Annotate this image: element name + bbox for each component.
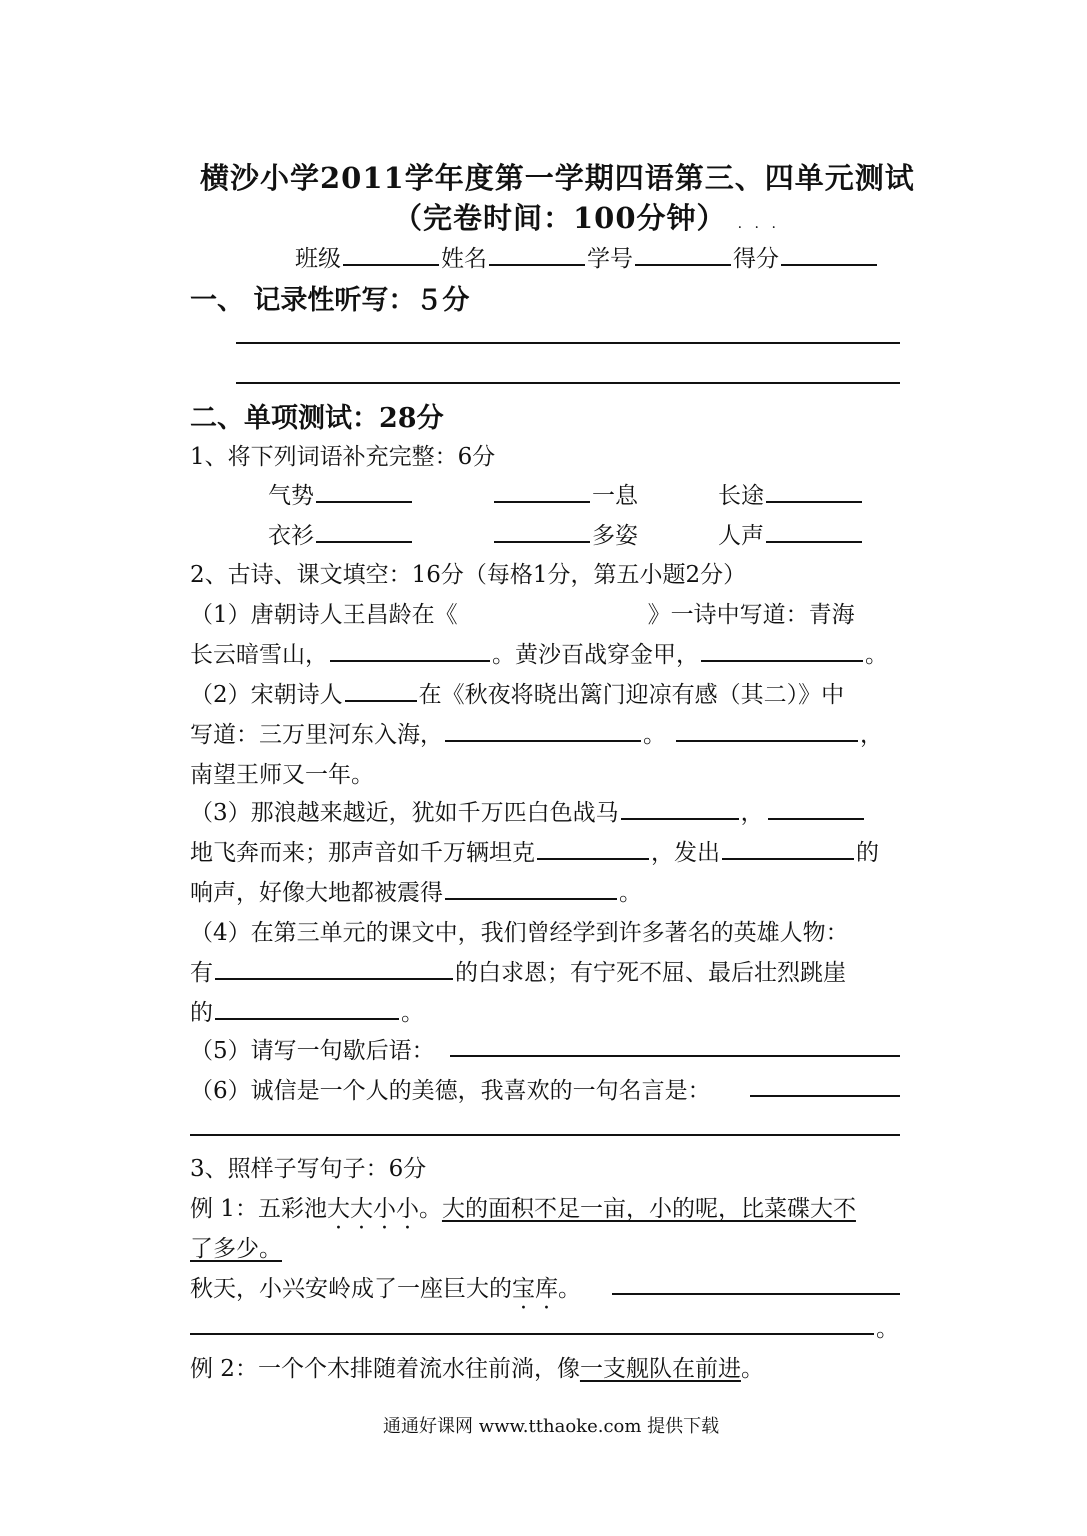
q2-blank[interactable] (621, 794, 739, 820)
q2-text: 响声，好像大地都被震得 (190, 880, 443, 906)
q3-example1 (190, 1190, 856, 1223)
q2-blank[interactable] (445, 716, 641, 742)
field-score-label: 得分 (733, 246, 779, 272)
q3-sentence1 (190, 1270, 581, 1303)
page-footer: 通通好课网 www.tthaoke.com 提供下载 (383, 1416, 720, 1437)
motto-blank[interactable] (750, 1095, 900, 1097)
q2-text: 长云暗雪山， (190, 642, 328, 668)
q1-word: 一息 (592, 483, 638, 509)
q2-text: 在《秋夜将晓出篱门迎凉有感（其二）》中 (418, 682, 845, 708)
field-name-label: 姓名 (441, 246, 487, 272)
dotted-char: 大 (326, 1196, 350, 1222)
q2-p3-line3 (190, 874, 642, 907)
q2-text: 写道：三万里河东入海， (190, 722, 443, 748)
q2-p4-line2 (190, 954, 846, 987)
section1-title: 一、 记录性听写：５分 (190, 285, 470, 316)
q1-word: 衣衫 (268, 523, 314, 549)
q2-blank[interactable] (330, 636, 490, 662)
underlined-phrase: 了多少。 (190, 1236, 282, 1262)
q3-text: 。 (740, 1356, 764, 1382)
q2-blank[interactable] (215, 954, 453, 980)
field-id-label: 学号 (587, 246, 633, 272)
q2-p6: （6）诚信是一个人的美德，我喜欢的一句名言是： (190, 1078, 711, 1104)
q3-text: 例 2：一个个木排随着流水往前淌，像 (190, 1356, 580, 1382)
field-score-blank[interactable] (781, 240, 877, 266)
subtitle-text: （完卷时间：100分钟） (393, 201, 727, 235)
exam-subtitle (393, 196, 780, 237)
q1-title: 1、将下列词语补充完整：6分 (190, 444, 496, 470)
q2-blank[interactable] (345, 676, 417, 702)
q2-text: ， (860, 722, 883, 748)
q2-text: （2）宋朝诗人 (190, 682, 343, 708)
q2-blank[interactable] (445, 874, 617, 900)
q2-p3-line1 (190, 794, 866, 827)
q1-blank[interactable] (316, 517, 412, 543)
q1-word: 人声 (718, 523, 764, 549)
q2-blank[interactable] (768, 794, 864, 820)
q2-text: 。 (643, 722, 666, 748)
q1-item-yixi (492, 477, 638, 510)
q2-p4-line3 (190, 994, 424, 1027)
dotted-char: 小 (395, 1196, 419, 1222)
q2-text: 。黄沙百战穿金甲， (492, 642, 699, 668)
q1-blank[interactable] (766, 477, 862, 503)
student-info-row (295, 240, 879, 273)
q2-p3-line2 (190, 834, 879, 867)
field-name-blank[interactable] (489, 240, 585, 266)
dotted-char: 库 (535, 1276, 558, 1302)
q3-text: 例 1：五彩池 (190, 1196, 327, 1222)
exam-title: 横沙小学2011学年度第一学期四语第三、四单元测试 (200, 161, 915, 195)
q3-example1-cont (190, 1230, 296, 1263)
q1-item-duozi (492, 517, 638, 550)
q1-blank[interactable] (494, 517, 590, 543)
q3-text: 秋天，小兴安岭成了一座巨大的 (190, 1276, 512, 1302)
dotted-char: 宝 (512, 1276, 535, 1302)
q3-text: 。 (558, 1276, 581, 1302)
q3-answer-blank[interactable] (612, 1293, 900, 1295)
q3-example2 (190, 1350, 764, 1383)
q2-blank[interactable] (676, 716, 858, 742)
q2-title: 2、古诗、课文填空：16分（每格1分，第五小题2分） (190, 562, 747, 588)
q2-blank[interactable] (215, 994, 399, 1020)
q2-blank[interactable] (722, 834, 854, 860)
q3-answer-end: 。 (876, 1316, 899, 1342)
q2-p1-line2 (190, 636, 888, 669)
q1-item-changtu (718, 477, 864, 510)
field-id-blank[interactable] (635, 240, 731, 266)
q2-text: （1）唐朝诗人王昌龄在《 (190, 602, 458, 628)
q2-p5: （5）请写一句歇后语： (190, 1038, 435, 1064)
q3-title: 3、照样子写句子：6分 (190, 1156, 427, 1182)
q2-text: 的白求恩；有宁死不屈、最后壮烈跳崖 (455, 960, 846, 986)
q1-blank[interactable] (494, 477, 590, 503)
q2-text: ， (740, 800, 764, 826)
field-class-label: 班级 (295, 246, 341, 272)
q3-answer-blank-line2[interactable] (190, 1333, 874, 1335)
q1-word: 长途 (718, 483, 764, 509)
q2-p4-line1: （4）在第三单元的课文中，我们曾经学到许多著名的英雄人物： (190, 920, 849, 946)
section2-title: 二、单项测试：28分 (190, 403, 444, 434)
q2-blank[interactable] (701, 636, 863, 662)
underlined-phrase: 一支舰队在前进 (579, 1356, 741, 1382)
q1-word: 多姿 (592, 523, 638, 549)
q1-item-rensheng (718, 517, 864, 550)
q1-word: 气势 (268, 483, 314, 509)
q2-text: （3）那浪越来越近，犹如千万匹白色战马 (190, 800, 619, 826)
q2-p2-line1 (190, 676, 844, 709)
q2-text: 。 (401, 1000, 424, 1026)
q1-item-yishan (268, 517, 414, 550)
q2-text: 地飞奔而来；那声音如千万辆坦克 (190, 840, 535, 866)
q2-text: 。 (619, 880, 642, 906)
motto-blank-line2[interactable] (190, 1134, 900, 1136)
subtitle-dots: . . . (737, 216, 780, 232)
q2-p1-line1 (190, 596, 855, 629)
q1-blank[interactable] (766, 517, 862, 543)
q2-text: 有 (190, 960, 213, 986)
dotted-char: 大 (349, 1196, 373, 1222)
dictation-line-2[interactable] (236, 382, 900, 384)
q2-text: 。 (865, 642, 888, 668)
dictation-line-1[interactable] (236, 342, 900, 344)
q1-blank[interactable] (316, 477, 412, 503)
xiehouyu-blank[interactable] (450, 1055, 900, 1057)
q2-text: 的 (190, 1000, 213, 1026)
q1-item-qishi (268, 477, 414, 510)
q2-p2-line2 (190, 716, 883, 749)
q3-text: 。 (418, 1196, 442, 1222)
q2-p2-line3: 南望王师又一年。 (190, 762, 374, 788)
dotted-char: 小 (372, 1196, 396, 1222)
q2-text: 》一诗中写道：青海 (647, 602, 855, 628)
underlined-phrase: 大的面积不足一亩，小的呢，比菜碟大不 (441, 1196, 856, 1222)
q2-text: 的 (856, 840, 879, 866)
q2-text: ，发出 (651, 840, 720, 866)
q2-blank[interactable] (537, 834, 649, 860)
field-class-blank[interactable] (343, 240, 439, 266)
